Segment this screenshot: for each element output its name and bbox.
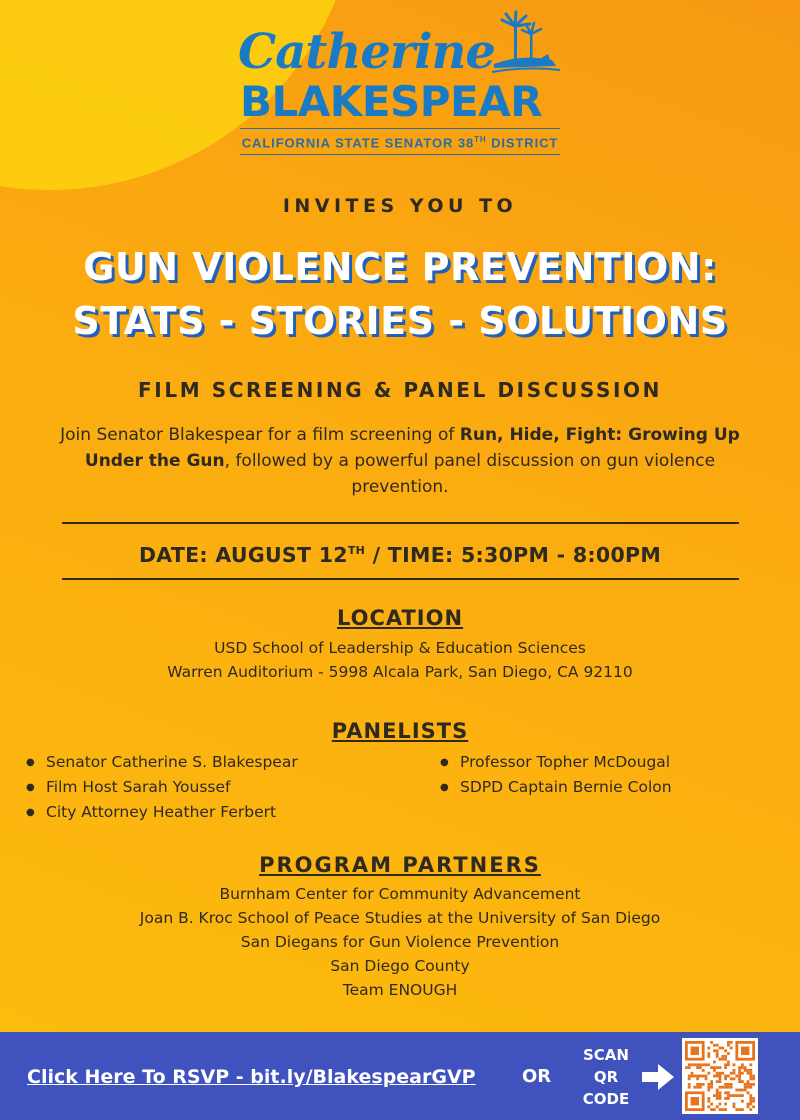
panelist-item (440, 750, 672, 775)
location-line-2: Warren Auditorium - 5998 Alcala Park, San Diego, CA 92110 (167, 663, 633, 681)
panelist-name: SDPD Captain Bernie Colon (460, 778, 672, 796)
description-after: , followed by a powerful panel discussion on gun violence prevention. (224, 451, 716, 497)
scan-qr-label (575, 1044, 637, 1110)
partner-item: San Diego County (330, 957, 470, 975)
panelist-name: Senator Catherine S. Blakespear (46, 753, 298, 771)
panelist-item (26, 775, 298, 800)
time-text: / TIME: 5:30PM - 8:00PM (365, 542, 662, 567)
date-time (0, 537, 800, 569)
panelist-name: Professor Topher McDougal (460, 753, 671, 771)
divider-top (62, 522, 739, 524)
event-type: FILM SCREENING & PANEL DISCUSSION (138, 378, 662, 402)
arrow-right-icon (640, 1062, 676, 1092)
headline-line-1: GUN VIOLENCE PREVENTION: (83, 245, 717, 289)
logo-script-name: Catherine (238, 24, 495, 80)
scan-line-1: SCAN (583, 1046, 629, 1064)
panelists-heading: PANELISTS (331, 719, 469, 743)
location-details (0, 636, 800, 684)
palm-tree-logo-icon (486, 8, 566, 78)
bullet-icon: ● (440, 757, 449, 768)
location-line-1: USD School of Leadership & Education Sciences (214, 639, 586, 657)
event-description (60, 422, 740, 500)
film-title: Run, Hide, Fight: Growing Up Under the Gun (84, 425, 740, 471)
panelists-right-column (440, 750, 672, 800)
qr-code-icon[interactable] (682, 1038, 758, 1114)
divider-bottom (62, 578, 739, 580)
headline-line-2: STATS - STORIES - SOLUTIONS (72, 299, 728, 343)
panelist-item (26, 800, 298, 825)
location-heading: LOCATION (336, 606, 464, 630)
logo-subtitle-prefix: CALIFORNIA STATE SENATOR 38 (241, 135, 475, 151)
partner-item: Joan B. Kroc School of Peace Studies at the University of San Diego (139, 909, 661, 927)
panelist-name: Film Host Sarah Youssef (46, 778, 231, 796)
panelists-left-column (26, 750, 298, 825)
panelist-item (440, 775, 672, 800)
scan-line-3: CODE (582, 1090, 630, 1108)
logo-subtitle-suffix: DISTRICT (486, 135, 559, 151)
partner-item: Team ENOUGH (342, 981, 458, 999)
logo-subtitle (240, 128, 560, 155)
logo-subtitle-sup: TH (474, 135, 487, 144)
partner-item: San Diegans for Gun Violence Prevention (240, 933, 560, 951)
rsvp-footer (0, 1032, 800, 1120)
partner-item: Burnham Center for Community Advancement (219, 885, 581, 903)
partners-heading: PROGRAM PARTNERS (259, 853, 541, 877)
date-prefix: DATE: AUGUST 12 (138, 542, 348, 567)
bullet-icon: ● (26, 757, 35, 768)
partners-list (0, 882, 800, 1002)
bullet-icon: ● (440, 782, 449, 793)
bullet-icon: ● (26, 807, 35, 818)
invites-text: INVITES YOU TO (282, 195, 518, 217)
date-sup: TH (347, 544, 366, 557)
scan-line-2: QR (593, 1068, 619, 1086)
panelist-item (26, 750, 298, 775)
or-label: OR (522, 1066, 552, 1087)
logo-block-name: BLAKESPEAR (240, 77, 543, 126)
bullet-icon: ● (26, 782, 35, 793)
rsvp-link[interactable]: Click Here To RSVP - bit.ly/BlakespearGVP (27, 1066, 476, 1088)
panelist-name: City Attorney Heather Ferbert (46, 803, 277, 821)
description-before: Join Senator Blakespear for a film screening of (60, 425, 460, 445)
